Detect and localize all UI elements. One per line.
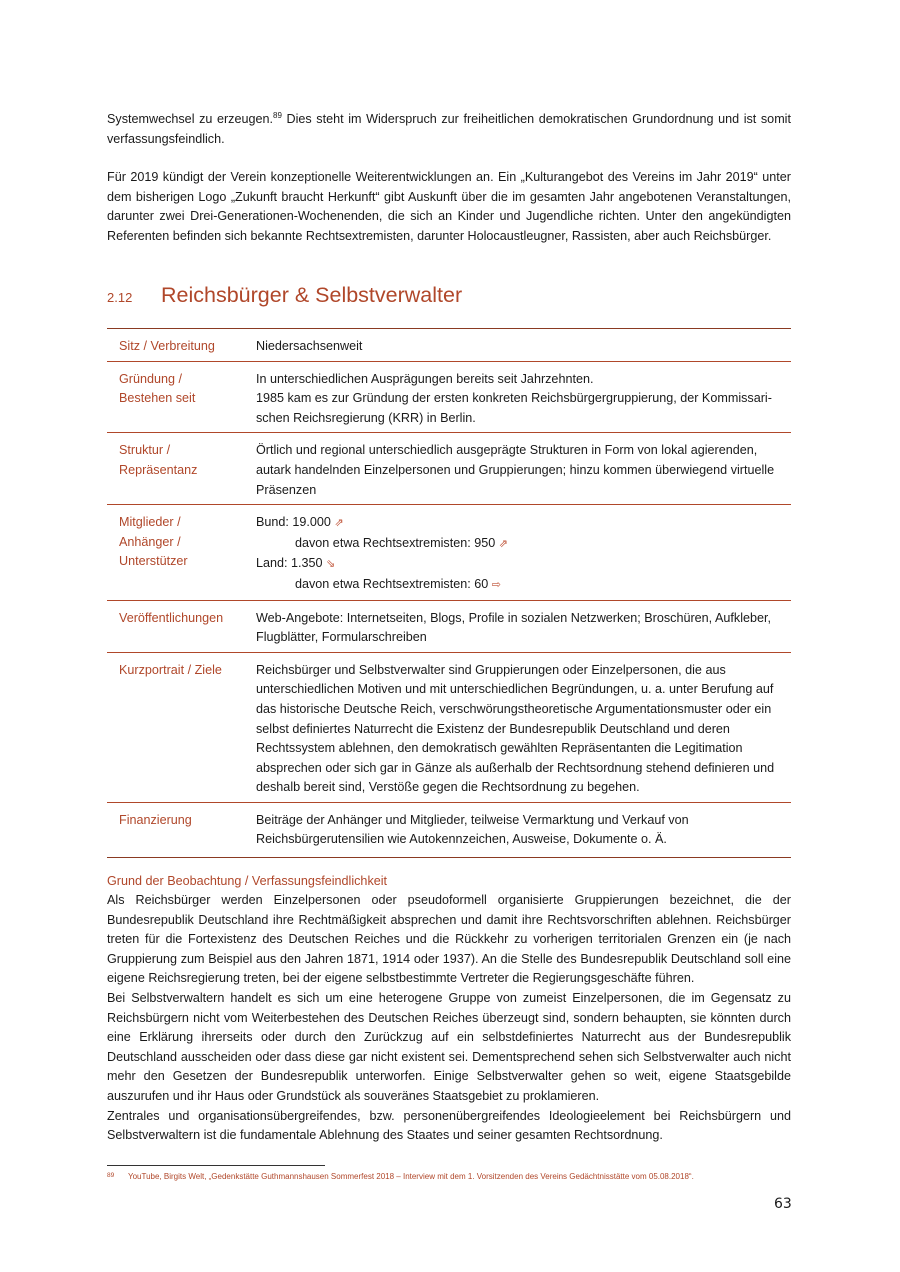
table-row [107, 329, 791, 362]
section-number: 2.12 [107, 290, 133, 305]
value-line: schen Reichsregierung (KRR) in Berlin. [256, 410, 476, 425]
paragraph-2019: Für 2019 kündigt der Verein konzeptionelle Weiterentwicklungen an. Ein „Kulturangebot des Vereins im Jahr 2019“ unter dem bisherigen Logo „Zukunft braucht Herkunft“ gibt Auskunft über die im gesamten Jahr angebotenen Veranstaltungen, darunter zwei Drei-Generationen-Wochenenden, die sich an Kinder und Jugendliche richten. Unter den angekündigten Referenten befinden sich bekannte Rechtsextremisten, darunter Holocaustleugner, Rassisten, aber auch Reichsbürger. [107, 170, 791, 243]
row-label [107, 433, 256, 505]
footnote-ref[interactable]: 89 [273, 111, 282, 120]
page-number: 63 [774, 1196, 792, 1212]
table-row [107, 652, 791, 802]
member-count-land-rex [256, 575, 783, 596]
row-label [107, 361, 256, 433]
member-count-bund [256, 513, 783, 534]
row-value [256, 361, 791, 433]
paragraph-intro-b: Dies steht im Widerspruch zur freiheitlichen demokratischen Grundordnung und ist somit verfassungsfeindlich. [107, 112, 791, 146]
row-value: Reichsbürger und Selbstverwalter sind Gruppierungen oder Einzelpersonen, die aus unterschiedlichen Motiven und mit unterschiedlichen Begründungen, u. a. unter Berufung auf das historische Deutsche Reich, verschwörungstheoretische Argumentationsmuster oder ein selbst definiertes Naturrecht die Existenz der Bundesrepublik Deutschland und deren Rechtssystem ablehnen, den demokratisch gewählten Repräsentanten die Legitimation absprechen oder sich gar in Gänze als außerhalb der Rechtsordnung stehend definieren und deshalb bereit sind, Verstöße gegen die Rechtsordnung zu begehen. [256, 652, 791, 802]
member-count-land [256, 554, 783, 575]
body-paragraph: Bei Selbstverwaltern handelt es sich um eine heterogene Gruppe von zumeist Einzelpersonen, die im Gegensatz zu Reichsbürgern nicht vom Weiterbestehen des Deutschen Reiches überzeugt sind, sondern behaupten, sie könnten durch eine Erklärung ihrerseits oder durch den Zurückzug auf ein selbstdefiniertes Naturrecht aus der Bundesrepublik Deutschland ausscheiden oder dass diese gar nicht existent sei. Dementsprechend sehen sich Selbstverwalter auch nicht mehr den Gesetzen der Bundesrepublik unterworfen. Einige Selbstverwalter gehen so weit, eigene Staatsgebilde auszurufen und ihr Haus oder Grundstück als souveränes Staatsgebiet zu proklamieren. [107, 990, 791, 1103]
subsection-heading: Grund der Beobachtung / Verfassungsfeindlichkeit [107, 874, 388, 888]
table-row [107, 802, 791, 857]
section-title: Reichsbürger & Selbstverwalter [161, 283, 463, 307]
section-heading [107, 283, 791, 308]
value-line: In unterschiedlichen Ausprägungen bereits seit Jahrzehnten. [256, 371, 594, 386]
info-table [107, 328, 791, 858]
footnote-divider [107, 1165, 325, 1166]
label-line: Anhänger / [119, 534, 181, 549]
row-value: Beiträge der Anhänger und Mitglieder, teilweise Vermarktung und Verkauf von Reichsbürgerutensilien wie Autokennzeichen, Ausweise, Dokumente o. Ä. [256, 802, 791, 857]
land-rex-count: davon etwa Rechtsextremisten: 60 [295, 576, 489, 591]
body-paragraph: Als Reichsbürger werden Einzelpersonen oder pseudoformell organisierte Gruppierungen bezeichnet, die der Bundesrepublik Deutschland ihre Rechtmäßigkeit absprechen und damit ihre Rechtsvorschriften ablehnen. Reichsbürger treten für die Fortexistenz des Deutschen Reiches und die Rückkehr zu vorherigen territorialen Grenzen ein (je nach Gruppierung zum Beispiel aus den Jahren 1871, 1914 oder 1937). An die Stelle des Bundesrepublik Deutschland soll eine eigene Reichsregierung treten, bei der eigene selbstbestimmte Vertreter die Regierungsgeschäfte führen. [107, 893, 791, 986]
table-row [107, 433, 791, 505]
row-value: Niedersachsenweit [256, 339, 363, 353]
member-count-bund-rex [256, 534, 783, 555]
label-line: Repräsentanz [119, 462, 198, 477]
row-label: Finanzierung [107, 802, 256, 857]
bund-count: Bund: 19.000 [256, 515, 331, 530]
trend-up-icon: ⇗ [498, 537, 508, 550]
trend-flat-icon: ⇨ [491, 578, 501, 591]
row-label: Veröffentlichungen [107, 600, 256, 652]
bund-rex-count: davon etwa Rechtsextremisten: 950 [295, 535, 496, 550]
body-paragraph: Zentrales und organisationsübergreifendes, bzw. personenübergreifendes Ideologieelement bei Reichsbürgern und Selbstverwaltern ist die fundamentale Ablehnung des Staates und seiner gesamten Rechtsordnung. [107, 1108, 791, 1143]
paragraph-intro-a: Systemwechsel zu erzeugen. [107, 112, 273, 126]
label-line: Struktur / [119, 443, 171, 458]
paragraph-intro [107, 110, 791, 149]
row-value: Örtlich und regional unterschiedlich ausgeprägte Strukturen in Form von lokal agierenden, autark handelnden Einzelpersonen und Gruppierungen; hinzu kommen überwiegend virtuelle Präsenzen [256, 433, 791, 505]
footnote-number: 89 [107, 1172, 115, 1179]
row-label [107, 505, 256, 600]
label-line: Gründung / [119, 371, 183, 386]
body-text [107, 891, 791, 1146]
value-line: 1985 kam es zur Gründung der ersten konkreten Reichsbürgergruppierung, der Kommissari- [256, 391, 772, 406]
trend-up-icon: ⇗ [334, 517, 344, 530]
label-line: Unterstützer [119, 554, 188, 569]
table-row [107, 505, 791, 600]
row-label: Kurzportrait / Ziele [107, 652, 256, 802]
footnote-text: YouTube, Birgits Welt, „Gedenkstätte Guthmannshausen Sommerfest 2018 – Interview mit dem 1. Vorsitzenden des Vereins Gedächtnisstätte vom 05.08.2018“. [128, 1172, 694, 1181]
table-row [107, 361, 791, 433]
trend-down-icon: ⇘ [326, 558, 336, 571]
row-value: Web-Angebote: Internetseiten, Blogs, Profile in sozialen Netzwerken; Broschüren, Aufkleber, Flugblätter, Formularschreiben [256, 600, 791, 652]
row-value [256, 505, 791, 600]
row-label: Sitz / Verbreitung [119, 339, 215, 353]
label-line: Bestehen seit [119, 391, 196, 406]
land-count: Land: 1.350 [256, 556, 323, 571]
label-line: Mitglieder / [119, 515, 181, 530]
table-row [107, 600, 791, 652]
footnote [107, 1172, 694, 1181]
